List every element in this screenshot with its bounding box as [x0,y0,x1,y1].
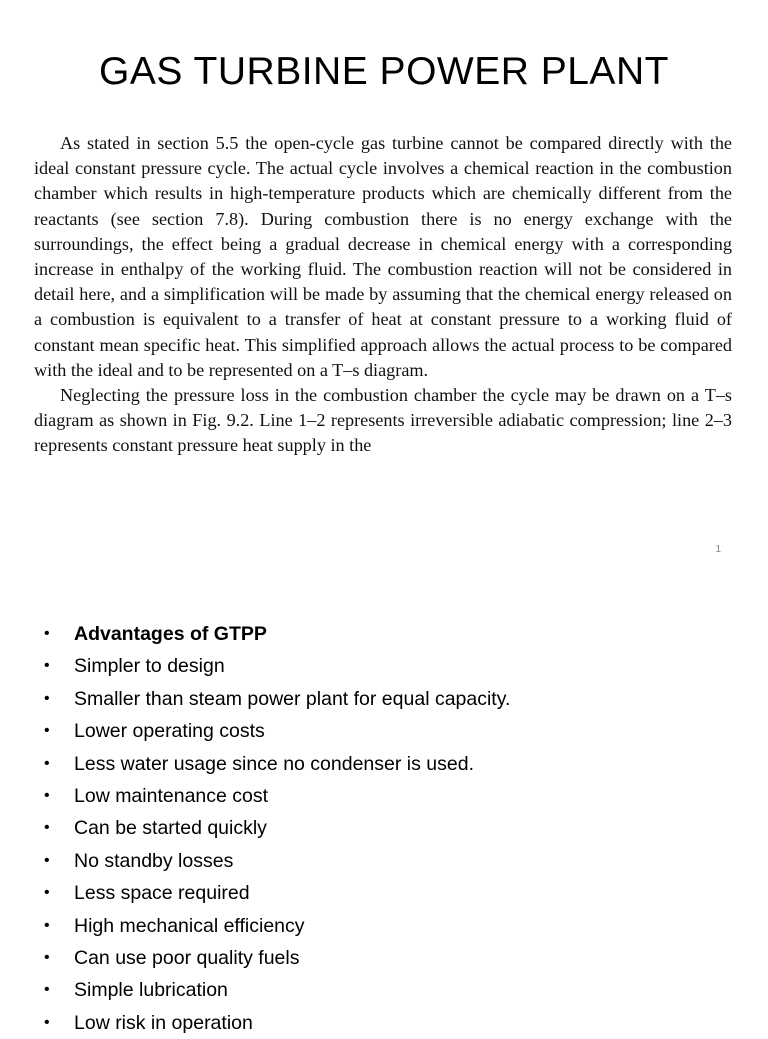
bullet-icon: • [44,916,50,934]
list-item-text: Advantages of GTPP [74,623,267,645]
list-item [44,845,510,877]
list-item-text: Less water usage since no condenser is used. [74,752,474,775]
bullet-icon: • [44,786,50,804]
bullet-icon: • [44,722,50,740]
list-item [44,618,510,650]
list-item-text: Smaller than steam power plant for equal capacity. [74,687,511,710]
list-item-text: Lower operating costs [74,720,265,743]
list-item [44,942,510,974]
list-item [44,748,510,780]
advantages-list [44,618,510,1039]
list-item-text: Less space required [74,882,250,905]
list-item-text: Can use poor quality fuels [74,946,300,969]
scanned-text-block [34,131,732,459]
scanned-paragraph-2: Neglecting the pressure loss in the combustion chamber the cycle may be drawn on a T–s diagram as shown in Fig. 9.2. Line 1–2 represents irreversible adiabatic compression; line 2–3 represents constant pressure heat supply in the [34,385,732,456]
list-item [44,877,510,909]
list-item [44,812,510,844]
bullet-icon: • [44,625,50,642]
slide-2 [0,578,768,1034]
list-item [44,974,510,1006]
list-item [44,650,510,682]
bullet-icon: • [44,657,50,675]
scanned-paragraph-1: As stated in section 5.5 the open-cycle gas turbine cannot be compared directly with the ideal constant pressure cycle. The actual cycle involves a chemical reaction in the combustion chamber which results in high-temperature products which are chemically different from the reactants (see section 7.8). During combustion there is no energy exchange with the surroundings, the effect being a gradual decrease in chemical energy with a corresponding increase in enthalpy of the working fluid. The combustion reaction will not be considered in detail here, and a simplification will be made by assuming that the chemical energy released on a combustion is equivalent to a transfer of heat at constant pressure to a working fluid of constant mean specific heat. This simplified approach allows the actual process to be compared with the ideal and to be represented on a T–s diagram. [34,133,732,380]
bullet-icon: • [44,754,50,772]
list-item-text: Can be started quickly [74,817,267,840]
list-item [44,780,510,812]
page-number: 1 [715,544,721,555]
list-item-text: Simpler to design [74,655,225,678]
bullet-icon: • [44,981,50,999]
list-item [44,910,510,942]
list-item-text: High mechanical efficiency [74,914,305,937]
bullet-icon: • [44,689,50,707]
list-item [44,715,510,747]
bullet-icon: • [44,851,50,869]
bullet-icon: • [44,819,50,837]
bullet-icon: • [44,948,50,966]
list-item-text: Low maintenance cost [74,784,269,807]
bullet-icon: • [44,884,50,902]
slide-title: GAS TURBINE POWER PLANT [99,50,669,93]
list-item [44,683,510,715]
list-item-text: Low risk in operation [74,1011,253,1034]
bullet-icon: • [44,1013,50,1031]
list-item [44,1007,510,1039]
list-item-text: No standby losses [74,849,234,872]
list-item-text: Simple lubrication [74,979,228,1002]
